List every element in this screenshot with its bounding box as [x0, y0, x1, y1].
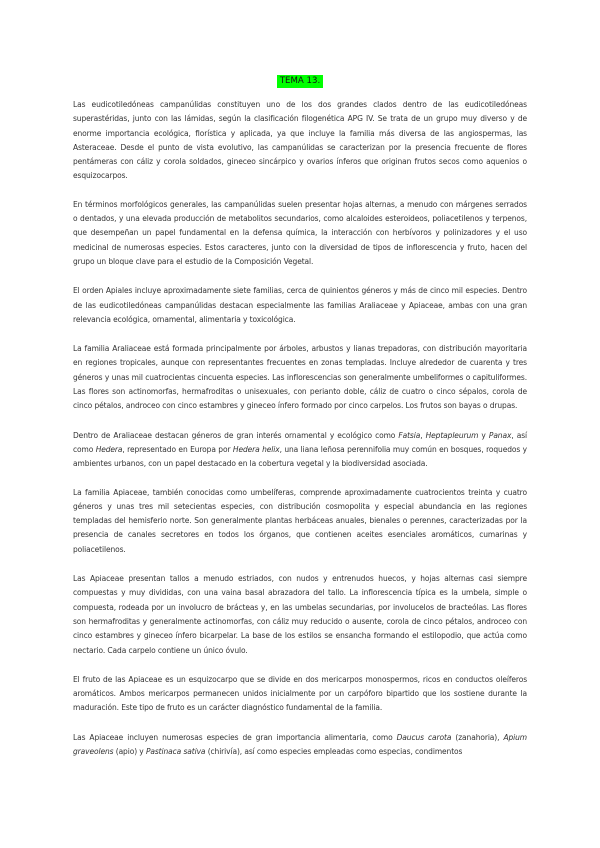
paragraph-apiaceae-food — [73, 731, 527, 760]
species-name: Hedera helix — [232, 444, 280, 454]
text-segment: , representado en Europa por — [122, 444, 233, 454]
species-name: Pastinaca sativa — [145, 746, 206, 756]
document-body — [73, 98, 527, 774]
text-segment: (zanahoria), — [451, 732, 504, 742]
species-name: Apium graveolens — [73, 732, 528, 756]
page-title: TEMA 13. — [277, 75, 323, 88]
text-segment: , así como — [73, 430, 527, 454]
genus-name: Panax — [488, 430, 512, 440]
paragraph-morphology: En términos morfológicos generales, las campanúlidas suelen presentar hojas alternas, a menudo con márgenes serrados o dentados, y una elevada producción de metabolitos secundarios, como alcaloides esteroideos, poliacetilenos y terpenos, que desempeñan un papel fundamental en la defensa química, la interacción con herbívoros y polinizadores y el uso medicinal de numerosas especies. Estos caracteres, junto con la diversidad de tipos de inflorescencia y fruto, hacen del grupo un bloque clave para el estudio de la Composición Vegetal. — [73, 199, 527, 266]
text-segment: , una liana leñosa perennifolia muy común en bosques, roquedos y ambientes urbanos, con un papel destacado en la cobertura vegetal y la biodiversidad asociada. — [73, 444, 527, 469]
text-segment: (apio) y — [113, 746, 146, 756]
genus-name: Heptapleurum — [425, 430, 479, 440]
text-segment: Las Apiaceae incluyen numerosas especies de gran importancia alimentaria, como — [73, 732, 397, 742]
paragraph-araliaceae-genera — [73, 429, 527, 472]
title-wrap — [0, 70, 600, 88]
paragraph-intro: Las eudicotiledóneas campanúlidas constituyen uno de los dos grandes clados dentro de las eudicotiledóneas superastéridas, junto con las lámidas, según la clasificación filogenética APG IV. Se trata de un grupo muy diverso y de enorme importancia ecológica, florística y aplicada, ya que incluye la familia más diversa de las angiospermas, las Asteraceae. Desde el punto de vista evolutivo, las campanúlidas se caracterizan por la presencia frecuente de flores pentámeras con cáliz y corola soldados, gineceo sincárpico y ovarios ínferos que originan frutos secos como aquenios o esquizocarpos. — [73, 100, 527, 181]
species-name: Daucus carota — [396, 732, 452, 742]
text-segment: (chirivía), así como especies empleadas como especias, condimentos — [205, 746, 463, 756]
paragraph-apiaceae: La familia Apiaceae, también conocidas como umbelíferas, comprende aproximadamente cuatrocientos treinta y cuatro géneros y unas tres mil setecientas especies, con distribución cosmopolita y especial abundancia en las regiones templadas del hemisferio norte. Son generalmente plantas herbáceas anuales, bienales o perennes, caracterizadas por la presencia de canales secretores en todos los órganos, que contienen aceites esenciales aromáticos, cumarinas y poliacetilenos. — [73, 487, 527, 554]
text-segment: , — [420, 430, 426, 440]
text-segment: y — [478, 430, 489, 440]
paragraph-apiales: El orden Apiales incluye aproximadamente siete familias, cerca de quinientos géneros y más de cinco mil especies. Dentro de las eudicotiledóneas campanúlidas destacan especialmente las familias Araliaceae y Apiaceae, ambas con una gran relevancia ecológica, ornamental, alimentaria y toxicológica. — [73, 286, 527, 324]
genus-name: Fatsia — [398, 430, 421, 440]
text-segment: Dentro de Araliaceae destacan géneros de gran interés ornamental y ecológico como — [73, 430, 399, 440]
genus-name: Hedera — [95, 444, 123, 454]
paragraph-apiaceae-morphology: Las Apiaceae presentan tallos a menudo estriados, con nudos y entrenudos huecos, y hojas alternas casi siempre compuestas y muy divididas, con una vaina basal abrazadora del tallo. La inflorescencia típica es la umbela, simple o compuesta, rodeada por un involucro de brácteas y, en las umbelas secundarias, por involucelos de bracteólas. Las flores son hermafroditas y generalmente actinomorfas, con cáliz muy reducido o ausente, corola de cinco pétalos, androceo con cinco estambres y gineceo ínfero bicarpelar. La base de los estilos se ensancha formando el estilopodio, que actúa como nectario. Cada carpelo contiene un único óvulo. — [73, 574, 527, 655]
paragraph-araliaceae: La familia Araliaceae está formada principalmente por árboles, arbustos y lianas trepadoras, con distribución mayoritaria en regiones tropicales, aunque con representantes frecuentes en zonas templadas. Incluye alrededor de cuarenta y tres géneros y unas mil cuatrocientas cincuenta especies. Las inflorescencias son generalmente umbeliformes o capituliformes. Las flores son actinomorfas, hermafroditas o unisexuales, con perianto doble, cáliz de cuatro o cinco sépalos, corola de cinco pétalos, androceo con cinco estambres y gineceo ínfero formado por cinco carpelos. Los frutos son bayas o drupas. — [73, 344, 527, 411]
paragraph-apiaceae-fruit: El fruto de las Apiaceae es un esquizocarpo que se divide en dos mericarpos monospermos, ricos en conductos oleíferos aromáticos. Ambos mericarpos permanecen unidos inicialmente por un carpóforo bipartido que los sostiene durante la maduración. Este tipo de fruto es un carácter diagnóstico fundamental de la familia. — [73, 674, 527, 713]
